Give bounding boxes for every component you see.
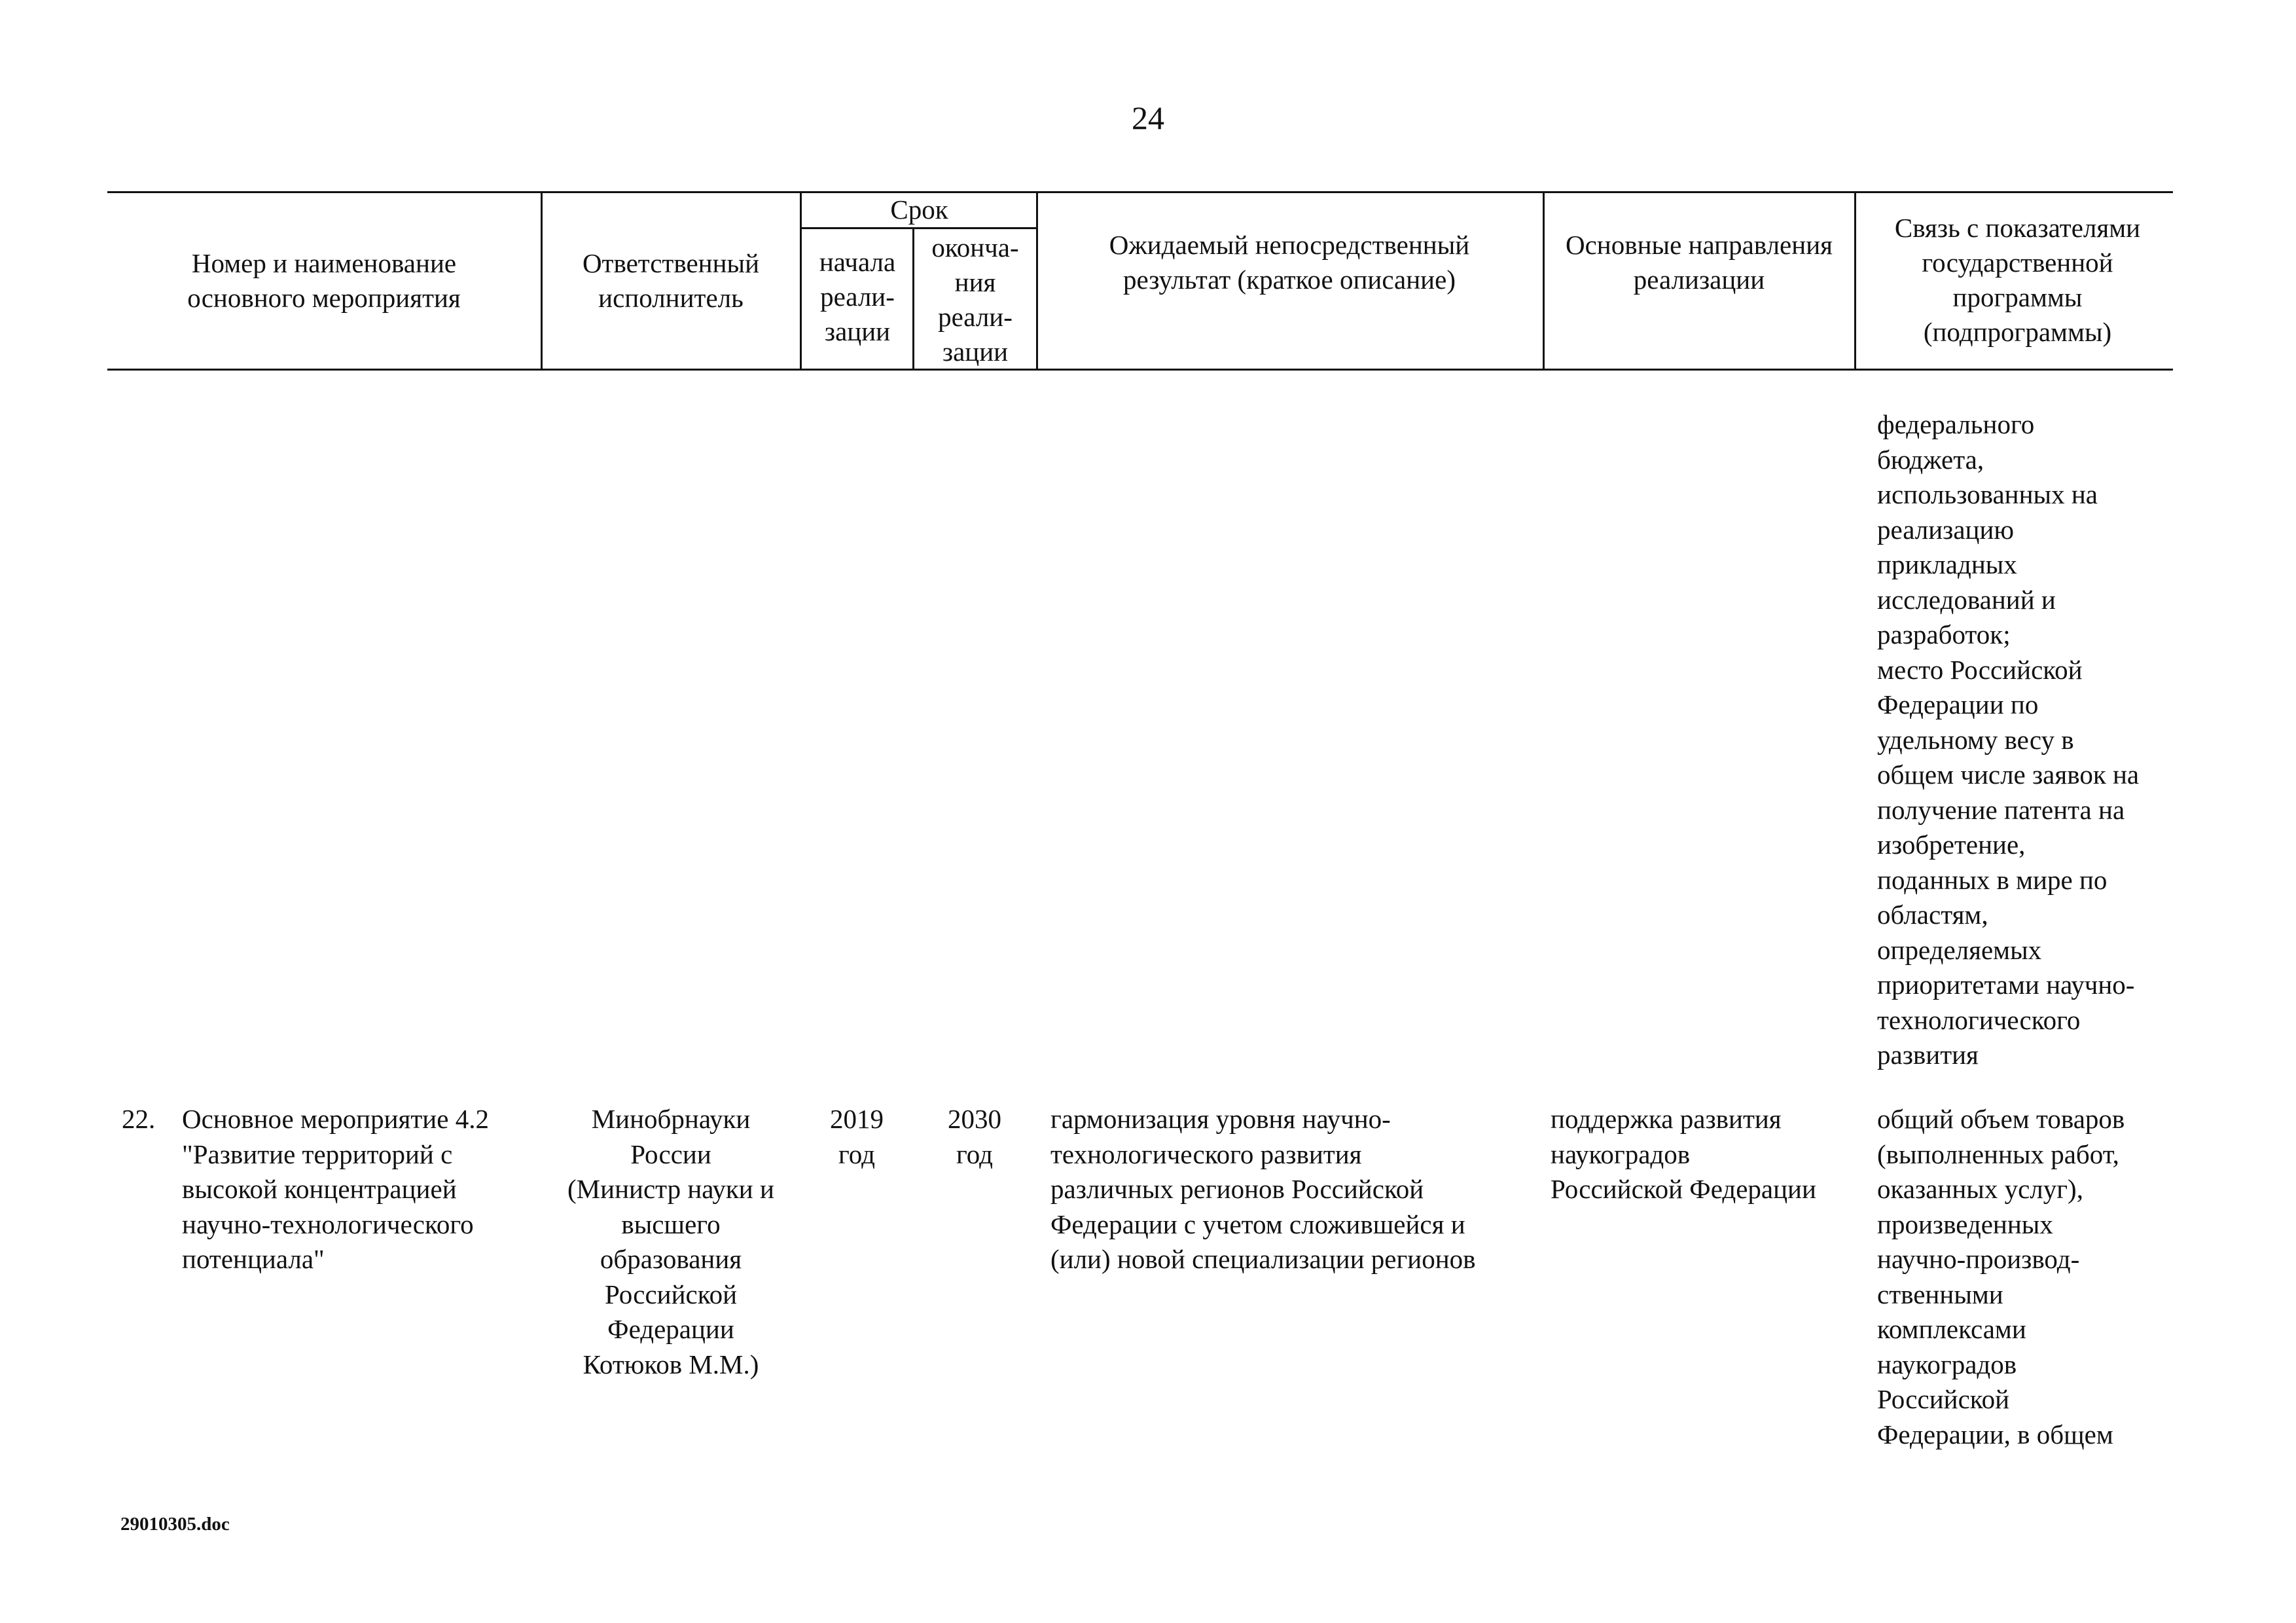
- text-line: наукоградов: [1877, 1349, 2017, 1379]
- header-separator: [1543, 191, 1545, 371]
- text-line: потенциала": [182, 1244, 325, 1274]
- header-separator: [541, 191, 543, 371]
- text-line: гармонизация уровня научно-: [1050, 1104, 1391, 1134]
- row-directions: [1551, 1102, 1852, 1207]
- text-line: Федерации с учетом сложившейся и: [1050, 1209, 1465, 1239]
- row-number: 22.: [122, 1104, 156, 1134]
- text-line: научно-технологического: [182, 1209, 474, 1239]
- text-line: год: [956, 1139, 993, 1169]
- text-line: Федерации, в общем: [1877, 1419, 2113, 1450]
- text-line: 2019: [830, 1104, 884, 1134]
- row-end-year: [914, 1102, 1035, 1172]
- header-link: Связь с показателями государственной программы (подпрограммы): [1894, 213, 2141, 347]
- text-line: России: [630, 1139, 711, 1169]
- text-line: комплексами: [1877, 1314, 2026, 1344]
- text-line: образования: [600, 1244, 742, 1274]
- text-line: ственными: [1877, 1279, 2003, 1309]
- header-separator: [912, 228, 914, 371]
- row-name: [182, 1102, 535, 1277]
- text-line: технологического развития: [1050, 1139, 1362, 1169]
- text-line: федерального: [1877, 409, 2035, 439]
- text-line: прикладных: [1877, 549, 2017, 579]
- text-line: Российской: [604, 1279, 738, 1309]
- text-line: приоритетами научно-: [1877, 970, 2135, 1000]
- text-line: Минобрнауки: [591, 1104, 751, 1134]
- text-line: (Министр науки и: [567, 1174, 774, 1204]
- text-line: (выполненных работ,: [1877, 1139, 2119, 1169]
- text-line: Основное мероприятие 4.2: [182, 1104, 489, 1134]
- text-line: наукоградов: [1551, 1139, 1691, 1169]
- text-line: исследований и: [1877, 584, 2056, 615]
- text-line: использованных на: [1877, 479, 2098, 509]
- text-line: (или) новой специализации регионов: [1050, 1244, 1476, 1274]
- text-line: год: [838, 1139, 875, 1169]
- text-line: удельному весу в: [1877, 724, 2074, 755]
- continuation-link-text: [1877, 407, 2178, 1073]
- text-line: получение патента на: [1877, 794, 2125, 825]
- text-line: Федерации: [607, 1314, 734, 1344]
- text-line: Федерации по: [1877, 689, 2039, 720]
- text-line: изобретение,: [1877, 830, 2026, 860]
- text-line: оказанных услуг),: [1877, 1174, 2083, 1204]
- text-line: поданных в мире по: [1877, 864, 2108, 895]
- text-line: произведенных: [1877, 1209, 2053, 1239]
- row-link: [1877, 1102, 2178, 1452]
- header-end: оконча-ния реали-зации: [931, 232, 1019, 367]
- text-line: высокой концентрацией: [182, 1174, 457, 1204]
- row-start-year: [802, 1102, 911, 1172]
- header-separator: [800, 191, 802, 371]
- text-line: определяемых: [1877, 934, 2042, 965]
- text-line: 2030: [948, 1104, 1001, 1134]
- text-line: технологического: [1877, 1004, 2081, 1035]
- header-directions: Основные направления реализации: [1566, 230, 1833, 295]
- row-executor: [543, 1102, 798, 1382]
- header-start: начала реали-зации: [819, 247, 896, 346]
- text-line: общий объем товаров: [1877, 1104, 2125, 1134]
- text-line: бюджета,: [1877, 444, 1984, 475]
- text-line: реализацию: [1877, 514, 2015, 545]
- table-top-border: [107, 191, 2173, 193]
- header-separator: [1036, 191, 1038, 371]
- text-line: различных регионов Российской: [1050, 1174, 1424, 1204]
- text-line: место Российской: [1877, 654, 2083, 685]
- header-separator: [1854, 191, 1856, 371]
- text-line: областям,: [1877, 900, 1988, 930]
- header-result: Ожидаемый непосредственный результат (краткое описание): [1109, 230, 1470, 295]
- text-line: научно-производ-: [1877, 1244, 2080, 1274]
- footer-filename: 29010305.doc: [120, 1514, 230, 1535]
- text-line: Российской Федерации: [1551, 1174, 1816, 1204]
- text-line: развития: [1877, 1040, 1979, 1070]
- text-line: поддержка развития: [1551, 1104, 1782, 1134]
- text-line: общем числе заявок на: [1877, 759, 2140, 790]
- row-result: [1050, 1102, 1538, 1277]
- term-subheader-divider: [800, 227, 1038, 229]
- text-line: Российской: [1877, 1384, 2010, 1414]
- header-term: Срок: [890, 194, 948, 225]
- header-executor: Ответственный исполнитель: [582, 248, 760, 313]
- text-line: Котюков М.М.): [583, 1349, 759, 1379]
- table-header-bottom-border: [107, 369, 2173, 371]
- text-line: "Развитие территорий с: [182, 1139, 453, 1169]
- text-line: высшего: [621, 1209, 721, 1239]
- text-line: разработок;: [1877, 619, 2011, 649]
- header-name: Номер и наименование основного мероприятия: [187, 248, 461, 313]
- page-number: 24: [1132, 100, 1164, 136]
